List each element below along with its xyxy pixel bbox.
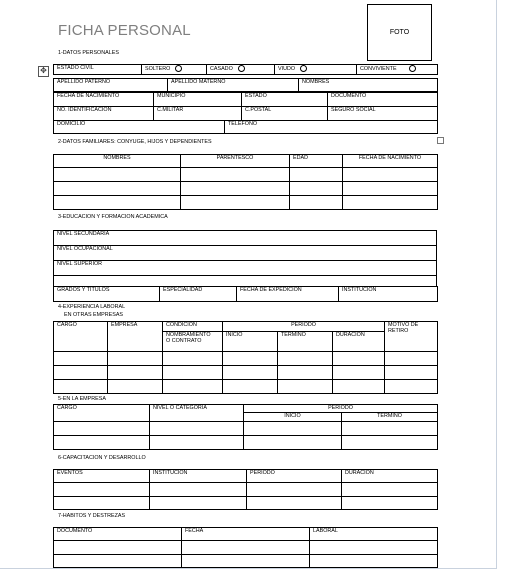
col-edad: EDAD: [290, 155, 343, 168]
table-row: [54, 541, 438, 555]
col-cargo: CARGO: [54, 322, 108, 352]
c-militar-field[interactable]: C.MILITAR: [154, 107, 242, 121]
col-institucion: INSTITUCION: [150, 470, 247, 483]
table-row: [54, 497, 438, 510]
col-laboral: LABORAL: [310, 528, 438, 541]
nivel-secundaria-field[interactable]: NIVEL SECUNDARIA: [54, 231, 437, 246]
habits-table: [53, 527, 438, 568]
education-table: [53, 230, 437, 287]
col-duracion: DURACION: [342, 470, 438, 483]
col-periodo: PERIODO: [244, 405, 438, 413]
nombres-field[interactable]: NOMBRES: [299, 79, 438, 92]
col-periodo: PERIODO: [247, 470, 342, 483]
col-duracion: DURACION: [333, 332, 385, 352]
estado-field[interactable]: ESTADO: [242, 93, 328, 107]
family-table: [53, 154, 438, 210]
soltero-option[interactable]: SOLTERO: [142, 65, 207, 75]
section-4-heading: 4-EXPERIENCIA LABORAL: [58, 304, 126, 310]
col-documento: DOCUMENTO: [54, 528, 182, 541]
conviviente-radio[interactable]: [409, 65, 416, 72]
col-inicio: INICIO: [244, 413, 342, 422]
especialidad-field[interactable]: ESPECIALIDAD: [160, 287, 237, 302]
apellido-paterno-field[interactable]: APELLIDO PATERNO: [54, 79, 168, 92]
grados-titulos-field[interactable]: GRADOS Y TITULOS: [54, 287, 160, 302]
apellido-materno-field[interactable]: APELLIDO MATERNO: [168, 79, 299, 92]
telefono-field[interactable]: TELEFONO: [225, 121, 438, 134]
viudo-radio[interactable]: [300, 65, 307, 72]
table-row: [54, 182, 438, 196]
conviviente-option[interactable]: CONVIVIENTE: [357, 65, 438, 75]
municipio-field[interactable]: MUNICIPIO: [154, 93, 242, 107]
col-eventos: EVENTOS: [54, 470, 150, 483]
degrees-table: [53, 286, 438, 302]
table-row: [54, 555, 438, 568]
photo-box: [367, 4, 432, 61]
table-row: [54, 483, 438, 497]
table-row: [54, 380, 438, 394]
col-nombramiento: NOMBRAMIENTO O CONTRATO: [163, 332, 223, 352]
col-cargo: CARGO: [54, 405, 150, 422]
viudo-option[interactable]: VIUDO: [275, 65, 357, 75]
section-2-heading: 2-DATOS FAMILIARES: CONYUGE, HIJOS Y DEPENDIENTES: [58, 139, 212, 145]
section-5-heading: 5-EN LA EMPRESA: [58, 396, 106, 402]
table-move-handle-icon[interactable]: ✥: [38, 66, 49, 77]
no-identificacion-field[interactable]: NO. IDENTIFICACION: [54, 107, 154, 121]
nivel-ocupacional-field[interactable]: NIVEL OCUPACIONAL: [54, 246, 437, 261]
col-fecha: FECHA: [182, 528, 310, 541]
personal-address-table: [53, 120, 438, 134]
col-nivel-categoria: NIVEL O CATEGORIA: [150, 405, 244, 422]
section-1-heading: 1-DATOS PERSONALES: [58, 50, 119, 56]
col-inicio: INICIO: [223, 332, 278, 352]
fecha-nacimiento-field[interactable]: FECHA DE NACIMIENTO: [54, 93, 154, 107]
col-parentesco: PARENTESCO: [181, 155, 290, 168]
documento-field[interactable]: DOCUMENTO: [328, 93, 438, 107]
casado-option[interactable]: CASADO: [207, 65, 275, 75]
section-4-subheading: EN OTRAS EMPRESAS: [64, 312, 124, 318]
c-postal-field[interactable]: C.POSTAL: [242, 107, 328, 121]
institucion-field[interactable]: INSTITUCION: [339, 287, 438, 302]
col-termino: TERMINO: [278, 332, 333, 352]
table-row: [54, 196, 438, 210]
soltero-radio[interactable]: [175, 65, 182, 72]
casado-radio[interactable]: [238, 65, 245, 72]
fecha-expedicion-field[interactable]: FECHA DE EXPEDICION: [237, 287, 339, 302]
personal-details-table: [53, 92, 438, 121]
company-table: [53, 404, 438, 450]
table-row: [54, 352, 438, 366]
section-3-heading: 3-EDUCACION Y FORMACION ACADEMICA: [58, 214, 168, 220]
table-row: [54, 436, 438, 450]
table-resize-handle[interactable]: [437, 137, 444, 144]
table-row: [54, 366, 438, 380]
personal-data-table: [53, 64, 438, 75]
col-nombres: NOMBRES: [54, 155, 181, 168]
photo-label: FOTO: [389, 29, 410, 36]
section-6-heading: 6-CAPACITACION Y DESARROLLO: [58, 455, 146, 461]
col-periodo: PERIODO: [223, 322, 385, 332]
training-table: [53, 469, 438, 510]
col-termino: TERMINO: [342, 413, 438, 422]
table-row: [54, 168, 438, 182]
personal-names-table: [53, 78, 438, 92]
estado-civil-label: ESTADO CIVIL: [54, 65, 142, 75]
experience-table: [53, 321, 438, 394]
col-empresa: EMPRESA: [108, 322, 163, 352]
form-title: FICHA PERSONAL: [58, 22, 191, 39]
col-condicion: CONDICION: [163, 322, 223, 332]
nivel-superior-field[interactable]: NIVEL SUPERIOR: [54, 261, 437, 276]
section-7-heading: 7-HABITOS Y DESTREZAS: [58, 513, 126, 519]
table-row: [54, 422, 438, 436]
domicilio-field[interactable]: DOMICILIO: [54, 121, 225, 134]
col-motivo-retiro: MOTIVO DE RETIRO: [385, 322, 438, 352]
col-fecha-nacimiento: FECHA DE NACIMIENTO: [343, 155, 438, 168]
seguro-social-field[interactable]: SEGURO SOCIAL: [328, 107, 438, 121]
